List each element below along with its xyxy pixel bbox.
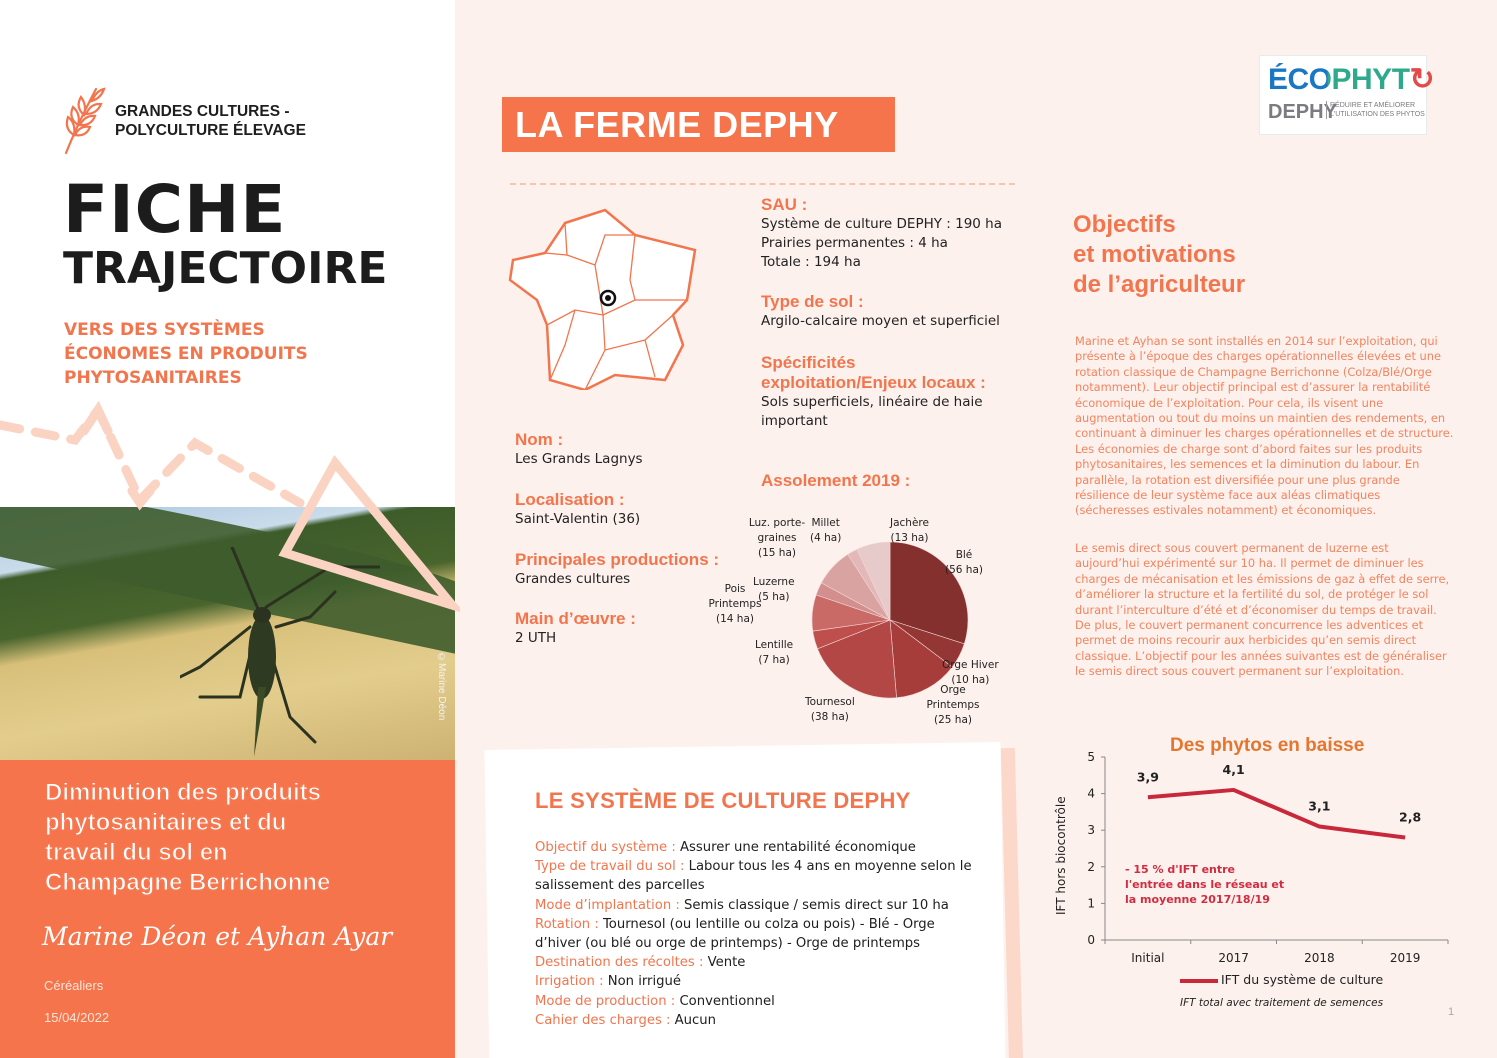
objectifs-title-line: de l’agriculteur <box>1073 271 1246 298</box>
objectifs-paragraph-2: Le semis direct sous couvert permanent de luzerne est aujourd’hui expérimenté sur 10 ha. Il permet de diminuer les charges de mécanisation et les émissions de gaz à effet de serre, d’améliorer la structure et la fertilité du sol, de protéger le sol durant l’interculture d’été et d’économiser du temps de travail. De plus, le couvert permanent concurrence les adventices et permet de moins recourir aux herbicides qu’en semis direct classique. L’objectif pour les années suivantes est de généraliser le semis direct sous couvert permanent sur l’exploitation. <box>1075 541 1450 679</box>
subtitle-line: VERS DES SYSTÈMES <box>64 320 265 340</box>
name-block <box>515 430 643 469</box>
location-block <box>515 490 640 529</box>
system-row-key: Destination des récoltes : <box>535 955 708 971</box>
soil-label: Type de sol : <box>761 292 864 311</box>
system-row <box>535 857 975 895</box>
cricket-silhouette <box>180 547 380 757</box>
system-row-key: Cahier des charges : <box>535 1012 675 1028</box>
logo-ecophyto: ÉCOPHYT↻ <box>1268 63 1435 96</box>
assolement-pie-chart <box>700 500 1040 730</box>
objectifs-title-line: et motivations <box>1073 241 1236 268</box>
system-row-key: Mode de production : <box>535 993 680 1009</box>
system-row <box>535 915 975 953</box>
pie-label-value: (4 ha) <box>810 532 842 544</box>
system-row-value: Assurer une rentabilité économique <box>680 840 916 855</box>
logo-cycle-icon: ↻ <box>1409 63 1435 96</box>
pie-label <box>755 638 793 668</box>
photo-credit: ©Marine Déon <box>436 652 447 721</box>
pie-label-value: (38 ha) <box>810 711 849 723</box>
system-row-value: Semis classique / semis direct sur 10 ha <box>684 897 949 913</box>
location-value: Saint-Valentin (36) <box>515 511 641 527</box>
pie-label-value: (15 ha) <box>758 547 796 559</box>
wheat-icon <box>60 85 106 155</box>
legend-swatch <box>1180 979 1218 983</box>
page-number: 1 <box>1448 1006 1455 1018</box>
system-row-key: Type de travail du sol : <box>535 859 689 875</box>
subtitle <box>64 318 308 390</box>
pie-label <box>890 516 929 546</box>
system-row-key: Objectif du système : <box>535 840 680 855</box>
pie-label <box>753 575 795 605</box>
subtitle-line: ÉCONOMES EN PRODUITS <box>64 344 308 364</box>
pie-label-name: Lentille <box>755 639 794 651</box>
banner-title-line: Diminution des produits <box>45 779 321 806</box>
system-row-value: Tournesol (ou lentille ou colza ou pois) - Blé - Orge d’hiver (ou blé ou orge de printemps) - Orge de printemps <box>535 916 935 952</box>
system-row <box>535 1011 975 1030</box>
data-label: 3,9 <box>1136 769 1159 785</box>
category-label <box>115 102 306 140</box>
data-label: 3,1 <box>1308 798 1331 814</box>
specifics-block <box>761 353 986 431</box>
name-label: Nom : <box>515 430 564 449</box>
data-label: 2,8 <box>1399 809 1422 825</box>
annotation-line: l'entrée dans le réseau et <box>1125 878 1285 891</box>
x-tick-label: 2017 <box>1218 951 1249 965</box>
x-tick-label: 2019 <box>1389 951 1421 965</box>
specifics-label: Spécificités <box>761 353 856 372</box>
france-map <box>505 205 705 390</box>
ecophyto-dephy-logo <box>1259 55 1435 135</box>
publication-date: 15/04/2022 <box>44 1010 110 1025</box>
system-row <box>535 896 975 915</box>
system-row <box>535 953 975 972</box>
section-title-objectifs <box>1073 210 1245 300</box>
productions-label: Principales productions : <box>515 550 720 569</box>
pie-label-name: Orge Printemps <box>926 684 980 711</box>
pie-label-value: (25 ha) <box>934 714 972 726</box>
pie-label-name: Blé <box>955 549 973 561</box>
specifics-value: important <box>761 413 828 429</box>
sau-block <box>761 195 1002 272</box>
workforce-value: 2 UTH <box>515 630 557 646</box>
summary-banner <box>0 760 455 1058</box>
banner-title <box>45 778 330 898</box>
chart-annotation <box>1125 862 1284 907</box>
system-row-key: Rotation : <box>535 916 603 932</box>
pie-label-value: (14 ha) <box>716 613 754 625</box>
pie-label <box>810 516 841 546</box>
data-label: 4,1 <box>1222 761 1245 777</box>
pie-label-name: Luz. porte-graines <box>748 517 806 544</box>
system-row-key: Mode d’implantation : <box>535 897 685 913</box>
system-row-value: Vente <box>707 955 746 971</box>
soil-value: Argilo-calcaire moyen et superficiel <box>761 313 1000 329</box>
pie-label-name: Millet <box>811 517 840 529</box>
chart-legend <box>1180 972 1383 987</box>
title-fiche: FICHE <box>63 171 287 248</box>
section-title-systeme: LE SYSTÈME DE CULTURE DEPHY <box>535 788 911 813</box>
annotation-line: - 15 % d'IFT entre <box>1125 863 1235 876</box>
chart-title: Des phytos en baisse <box>1170 735 1365 756</box>
category-line: GRANDES CULTURES - <box>115 103 290 120</box>
y-tick-label: 0 <box>1087 933 1095 947</box>
legend-label: IFT du système de culture <box>1221 972 1384 987</box>
cover-panel <box>0 0 455 1058</box>
y-tick-label: 3 <box>1087 823 1095 838</box>
pie-label-name: Pois Printemps <box>708 583 762 610</box>
y-tick-label: 2 <box>1087 859 1095 874</box>
sau-value: Prairies permanentes : 4 ha <box>761 235 948 251</box>
pie-label <box>742 516 812 561</box>
productions-block <box>515 550 719 589</box>
y-tick-label: 5 <box>1087 750 1095 764</box>
x-tick-label: Initial <box>1131 951 1165 965</box>
ift-line-chart <box>1050 730 1470 1020</box>
pie-label-name: Orge Hiver <box>942 659 999 671</box>
objectifs-paragraph-1: Marine et Ayhan se sont installés en 2014 sur l’exploitation, qui présente à l’époque des charges opérationnelles élevées et une rotation classique de Champagne Berrichonne (Colza/Blé/Orge notamment). Leur objectif principal est d’assurer la rentabilité économique de l’exploitation. Pour cela, ils visent une augmentation ou tout du moins un maintien des rendements, en continuant à diminuer les charges opérationnelles et de structure. Les économies de charge sont d’abord faites sur les produits phytosanitaires, les semences et la diminution du labour. En parallèle, la rotation est diversifiée pour une plus grande résilience de leur système face aux aléas climatiques (sécheresses estivales notamment) et économiques. <box>1075 334 1454 518</box>
system-row-value: Conventionnel <box>679 993 775 1009</box>
system-row <box>535 972 975 991</box>
system-row <box>535 992 975 1011</box>
pie-label <box>805 695 855 725</box>
system-row <box>535 838 975 857</box>
annotation-line: la moyenne 2017/18/19 <box>1125 893 1270 906</box>
section-title-ferme: LA FERME DEPHY <box>502 97 895 152</box>
system-row-value: Labour tous les 4 ans en moyenne selon le salissement des parcelles <box>535 859 972 894</box>
cover-photo <box>0 507 455 760</box>
farmer-names: Marine Déon et Ayhan Ayar <box>42 922 393 951</box>
workforce-block <box>515 609 636 648</box>
banner-title-line: travail du sol en <box>45 839 228 866</box>
y-axis-label: IFT hors biocontrôle <box>1054 796 1068 915</box>
system-row-value: Aucun <box>674 1012 717 1028</box>
logo-tagline <box>1326 101 1425 119</box>
y-tick-label: 4 <box>1087 786 1095 801</box>
banner-title-line: Champagne Berrichonne <box>45 869 331 896</box>
subtitle-line: PHYTOSANITAIRES <box>64 368 242 388</box>
system-details <box>535 838 975 1030</box>
soil-block <box>761 292 1000 331</box>
name-value: Les Grands Lagnys <box>515 451 643 467</box>
sau-value: Système de culture DEPHY : 190 ha <box>761 216 1003 232</box>
logo-tagline-line: RÉDUIRE ET AMÉLIORER <box>1330 102 1416 109</box>
pie-label-name: Tournesol <box>805 696 855 708</box>
workforce-label: Main d’œuvre : <box>515 609 636 628</box>
pie-label <box>918 683 988 728</box>
specifics-value: Sols superficiels, linéaire de haie <box>761 394 983 410</box>
pie-label-value: (5 ha) <box>758 591 790 603</box>
y-tick-label: 1 <box>1087 896 1095 911</box>
sau-label: SAU : <box>761 195 808 214</box>
x-tick-label: 2018 <box>1304 951 1335 965</box>
title-trajectoire: TRAJECTOIRE <box>63 243 388 294</box>
location-label: Localisation : <box>515 490 625 509</box>
sau-value: Totale : 194 ha <box>761 254 861 270</box>
pie-label-name: Jachère <box>890 517 929 529</box>
logo-tagline-line: L'UTILISATION DES PHYTOS <box>1330 111 1425 118</box>
ift-series-line <box>1148 790 1405 838</box>
specifics-label: exploitation/Enjeux locaux : <box>761 373 986 392</box>
system-row-value: Non irrigué <box>607 974 681 990</box>
pie-label <box>945 548 983 578</box>
banner-title-line: phytosanitaires et du <box>45 809 287 836</box>
category-line: POLYCULTURE ÉLEVAGE <box>115 122 306 139</box>
dashed-divider <box>510 183 1015 185</box>
pie-label-value: (7 ha) <box>758 654 790 666</box>
productions-value: Grandes cultures <box>515 571 631 587</box>
logo-dephy: DEPHY <box>1268 101 1337 123</box>
system-row-key: Irrigation : <box>535 974 608 990</box>
objectifs-title-line: Objectifs <box>1073 211 1176 238</box>
farm-type: Céréaliers <box>44 978 104 993</box>
pie-label-value: (56 ha) <box>945 564 983 576</box>
assolement-label: Assolement 2019 : <box>761 471 911 490</box>
pie-label-value: (10 ha) <box>951 674 990 686</box>
chart-note: IFT total avec traitement de semences <box>1180 997 1384 1009</box>
pie-label-name: Luzerne <box>753 576 795 588</box>
pie-label-value: (13 ha) <box>890 532 929 544</box>
